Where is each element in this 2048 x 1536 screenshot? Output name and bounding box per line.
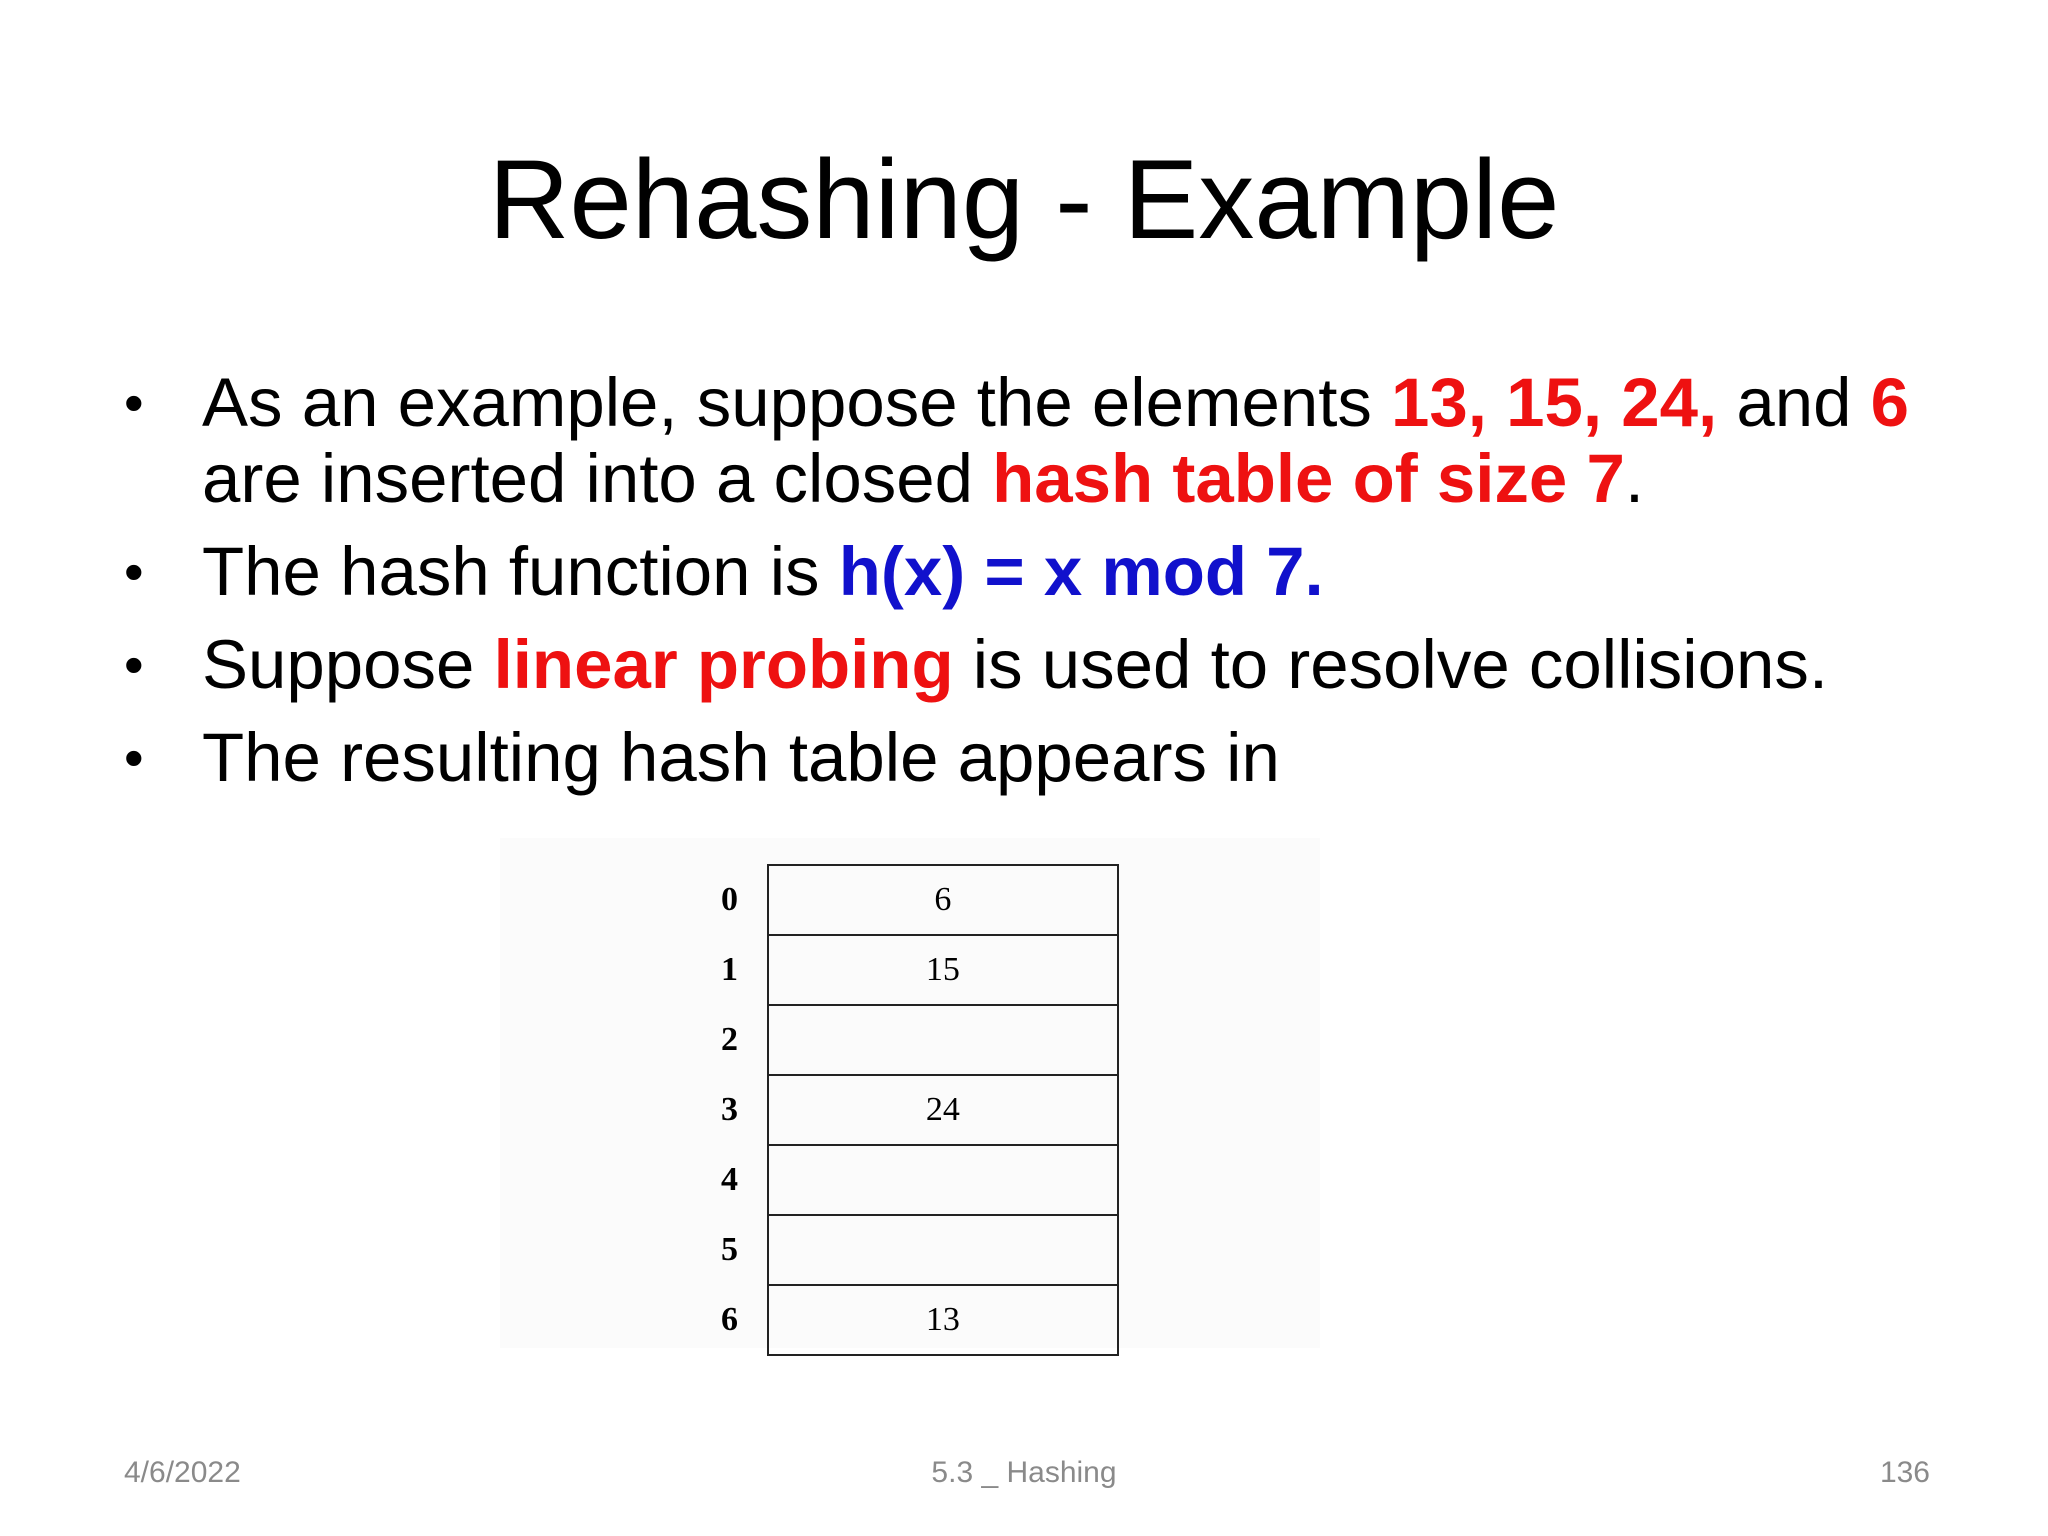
slide-title: Rehashing - Example [488, 137, 1560, 262]
bullet-item [124, 365, 1964, 517]
bullet-dot-icon: • [124, 633, 144, 696]
bullet-item [124, 627, 1964, 703]
bullet-segment: The hash function is [202, 533, 839, 610]
bullet-segment-highlight: hash table of size 7 [992, 440, 1625, 517]
hash-table-row [715, 1005, 1118, 1075]
hash-table-index: 3 [721, 1091, 738, 1128]
hash-table-cell [768, 1215, 1118, 1285]
bullet-dot-icon: • [124, 371, 144, 434]
bullet-dot-icon: • [124, 540, 144, 603]
hash-table-cell [768, 1145, 1118, 1215]
bullet-segment: As an example, suppose the elements [202, 364, 1392, 441]
hash-table-cell: 6 [768, 865, 1118, 935]
hash-table-index: 1 [721, 951, 738, 988]
bullet-segment: The resulting hash table appears in [202, 719, 1280, 796]
bullet-item [124, 534, 1964, 610]
hash-table-row [715, 1145, 1118, 1215]
bullet-segment: are inserted into a closed [202, 440, 993, 517]
footer-section-title: 5.3 _ Hashing [931, 1456, 1117, 1489]
hash-table-cell: 24 [768, 1075, 1118, 1145]
bullet-segment: . [1624, 440, 1645, 517]
hash-table [715, 864, 1119, 1356]
hash-table-row [715, 1215, 1118, 1285]
hash-table-index: 6 [721, 1301, 738, 1338]
bullet-segment: and [1717, 364, 1871, 441]
bullet-segment-highlight: 6 [1870, 364, 1909, 441]
hash-table-figure [500, 838, 1320, 1348]
hash-table-cell: 13 [768, 1285, 1118, 1355]
bullet-segment-highlight: linear probing [493, 626, 954, 703]
footer-date: 4/6/2022 [124, 1456, 241, 1489]
bullet-item [124, 720, 1964, 796]
hash-table-index: 2 [721, 1021, 738, 1058]
hash-table-index: 5 [721, 1231, 738, 1268]
bullet-segment-formula: h(x) = x mod 7. [838, 533, 1324, 610]
bullet-segment-highlight: 13, 15, 24, [1391, 364, 1718, 441]
hash-table-row [715, 935, 1118, 1005]
bullet-segment: is used to resolve collisions. [953, 626, 1829, 703]
footer-page-number: 136 [1879, 1456, 1930, 1489]
hash-table-row [715, 1075, 1118, 1145]
bullet-segment: Suppose [202, 626, 494, 703]
hash-table-cell: 15 [768, 935, 1118, 1005]
hash-table-row [715, 865, 1118, 935]
hash-table-index: 0 [721, 881, 738, 918]
hash-table-cell [768, 1005, 1118, 1075]
hash-table-row [715, 1285, 1118, 1355]
hash-table-index: 4 [721, 1161, 738, 1198]
bullet-list [124, 365, 1964, 813]
bullet-dot-icon: • [124, 726, 144, 789]
